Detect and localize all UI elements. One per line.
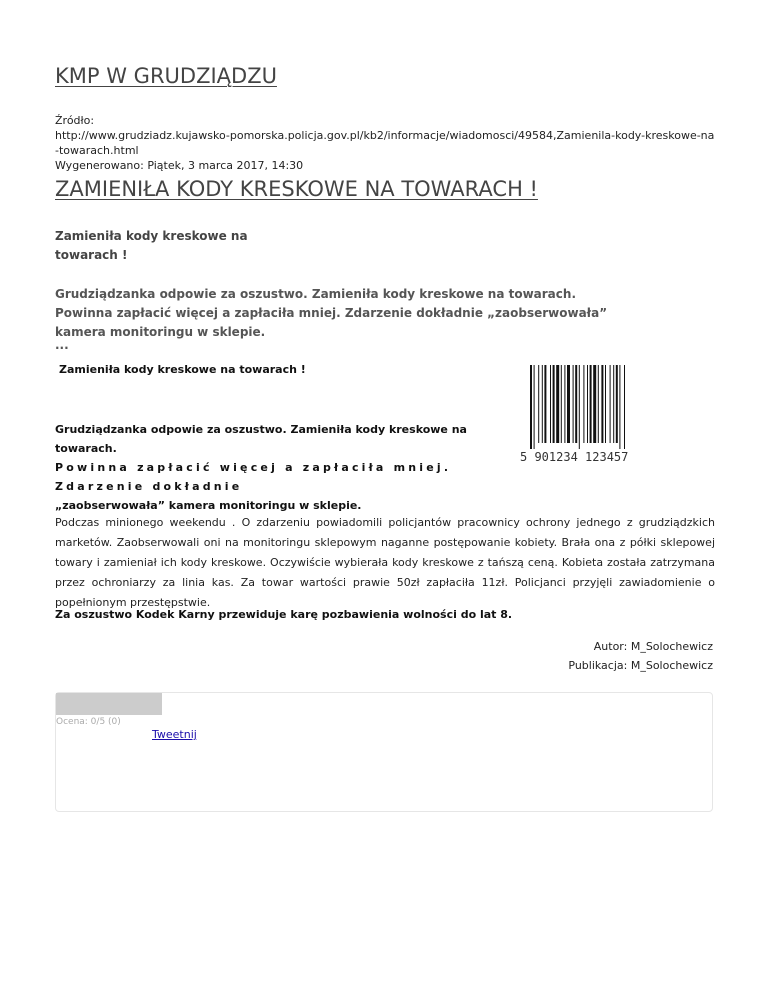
penalty-summary: Za oszustwo Kodek Karny przewiduje karę pozbawienia wolności do lat 8. [55,608,513,621]
author: Autor: M_Solochewicz [593,640,713,653]
lead-title: Zamieniła kody kreskowe na towarach ! [55,229,248,262]
publication: Publikacja: M_Solochewicz [568,659,713,672]
barcode-image [520,363,665,463]
source-url: http://www.grudziadz.kujawsko-pomorska.policja.gov.pl/kb2/informacje/wiadomosci/49584,Zamienila-kody-kreskowe-na-towarach.html [55,129,715,157]
lead-ellipsis: ... [55,338,69,352]
inner-body-line: Grudziądzanka odpowie za oszustwo. Zamieniła kody kreskowe na towarach. [55,423,467,455]
tweet-link[interactable]: Tweetnij [152,728,197,741]
rating-box [55,692,713,812]
lead-body: Grudziądzanka odpowie za oszustwo. Zamieniła kody kreskowe na towarach. Powinna zapłacić więcej a zapłaciła mniej. Zdarzenie dokładnie „zaobserwowała” kamera monitoringu w sklepie. [55,287,608,339]
author-block [568,637,713,675]
rating-stars[interactable] [56,693,162,715]
rating-text: Ocena: 0/5 (0) [56,717,121,727]
site-title: KMP W GRUDZIĄDZU [55,64,277,88]
inner-title: Zamieniła kody kreskowe na towarach ! [59,363,306,376]
article-title: ZAMIENIŁA KODY KRESKOWE NA TOWARACH ! [55,177,538,201]
source-label: Źródło: [55,114,95,127]
inner-body-line: Powinna zapłacić więcej a zapłaciła mniej. Zdarzenie dokładnie [55,461,452,493]
generated-date: Wygenerowano: Piątek, 3 marca 2017, 14:30 [55,159,304,172]
source-meta [55,113,715,173]
inner-body-line: „zaobserwowała” kamera monitoringu w sklepie. [55,499,362,512]
inner-body [55,420,515,515]
barcode-number: 5 901234 123457 [520,450,629,463]
article-body: Podczas minionego weekendu . O zdarzeniu powiadomili policjantów pracownicy ochrony jednego z grudziądzkich marketów. Zaobserwowali oni na monitoringu sklepowym naganne postępowanie kobiety. Brała ona z półki sklepowej towary i zamieniał ich kody kreskowe. Oczywiście wybierała kody kreskowe z tańszą ceną. Kobieta została zatrzymana przez ochroniarzy za linia kas. Za towar wartości prawie 50zł zapłaciła 11zł. Policjanci przyjęli zawiadomienie o popełnionym przestępstwie. [55,516,715,609]
